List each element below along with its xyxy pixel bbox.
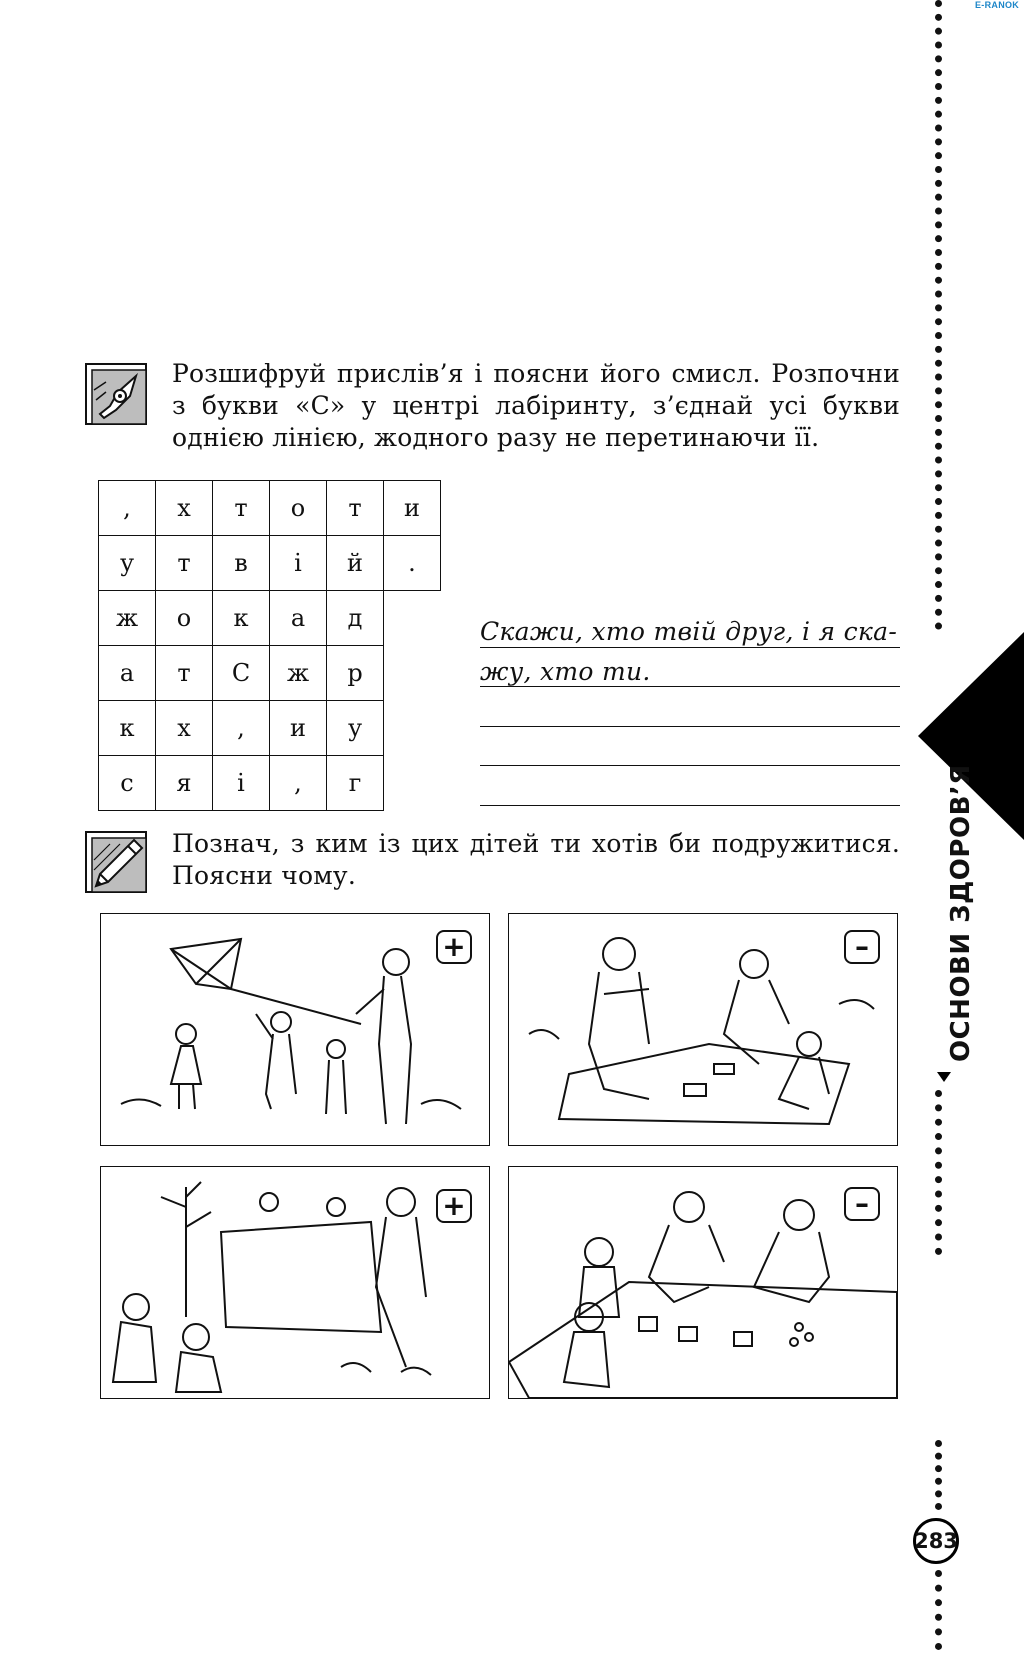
margin-dotted-line-bottom-b <box>935 1570 942 1650</box>
grid-empty-cell <box>384 591 441 646</box>
mark-plus[interactable]: + <box>436 930 472 964</box>
task2-instructions: Познач, з ким із цих дітей ти хотів би подружитися. Поясни чому. <box>172 829 900 890</box>
grid-cell[interactable]: и <box>384 481 441 536</box>
puppet-show-illustration <box>101 1167 489 1398</box>
grid-row <box>99 701 441 756</box>
publisher-logo: E-RANOK <box>975 0 1020 10</box>
girls-cards-illustration <box>509 1167 897 1398</box>
picture-girls-cards[interactable] <box>508 1166 898 1399</box>
picture-boys-cards[interactable] <box>508 913 898 1146</box>
grid-cell[interactable]: а <box>99 646 156 701</box>
answer-rule-1[interactable] <box>480 647 900 648</box>
grid-cell[interactable]: в <box>213 536 270 591</box>
grid-cell[interactable]: я <box>156 756 213 811</box>
grid-cell[interactable]: о <box>270 481 327 536</box>
page-number: 283 <box>913 1518 959 1564</box>
grid-row <box>99 481 441 536</box>
grid-cell[interactable]: к <box>99 701 156 756</box>
answer-rule-3[interactable] <box>480 726 900 727</box>
answer-line-2: жу, хто ти. <box>480 657 651 686</box>
picture-puppet-show[interactable] <box>100 1166 490 1399</box>
grid-cell[interactable]: С <box>213 646 270 701</box>
grid-cell[interactable]: т <box>213 481 270 536</box>
section-title: ОСНОВИ ЗДОРОВ’Я <box>946 764 976 1062</box>
boys-cards-illustration <box>509 914 897 1145</box>
kite-scene-illustration <box>101 914 489 1145</box>
task1-icon-box <box>84 362 148 430</box>
grid-cell[interactable]: і <box>213 756 270 811</box>
grid-cell[interactable]: ж <box>99 591 156 646</box>
task1-instructions: Розшифруй прислів’я і поясни його смисл. Розпочни з букви «С» у центрі лабіринту, з’єднай усі букви однією лінією, жодного разу не перетинаючи її. <box>172 359 900 452</box>
grid-cell[interactable]: г <box>327 756 384 811</box>
grid-cell[interactable]: у <box>327 701 384 756</box>
grid-cell[interactable]: у <box>99 536 156 591</box>
grid-empty-cell <box>384 756 441 811</box>
margin-dotted-line-middle <box>935 1090 942 1255</box>
grid-cell[interactable]: , <box>213 701 270 756</box>
answer-rule-2[interactable] <box>480 686 900 687</box>
grid-cell[interactable]: р <box>327 646 384 701</box>
grid-cell[interactable]: х <box>156 481 213 536</box>
task2-icon-box <box>84 830 148 898</box>
grid-cell[interactable]: о <box>156 591 213 646</box>
grid-row <box>99 756 441 811</box>
grid-cell[interactable]: і <box>270 536 327 591</box>
grid-cell[interactable]: т <box>156 646 213 701</box>
grid-row <box>99 646 441 701</box>
grid-cell[interactable]: т <box>156 536 213 591</box>
grid-cell[interactable]: й <box>327 536 384 591</box>
mark-minus[interactable]: – <box>844 930 880 964</box>
grid-cell[interactable]: . <box>384 536 441 591</box>
mark-minus[interactable]: – <box>844 1187 880 1221</box>
grid-row <box>99 536 441 591</box>
grid-cell[interactable]: х <box>156 701 213 756</box>
grid-cell[interactable]: к <box>213 591 270 646</box>
picture-kite[interactable] <box>100 913 490 1146</box>
letter-grid <box>98 480 441 811</box>
grid-cell[interactable]: и <box>270 701 327 756</box>
grid-empty-cell <box>384 701 441 756</box>
grid-empty-cell <box>384 646 441 701</box>
grid-cell[interactable]: ж <box>270 646 327 701</box>
mark-plus[interactable]: + <box>436 1189 472 1223</box>
pencil-icon <box>84 830 148 894</box>
compass-icon <box>84 362 148 426</box>
grid-cell[interactable]: д <box>327 591 384 646</box>
grid-cell[interactable]: с <box>99 756 156 811</box>
section-arrow-icon <box>937 1072 951 1082</box>
answer-line-1: Скажи, хто твій друг, і я ска- <box>480 617 898 646</box>
grid-cell[interactable]: , <box>270 756 327 811</box>
grid-cell[interactable]: , <box>99 481 156 536</box>
grid-cell[interactable]: а <box>270 591 327 646</box>
answer-rule-4[interactable] <box>480 765 900 766</box>
answer-rule-5[interactable] <box>480 805 900 806</box>
proverb-answer <box>480 612 900 692</box>
grid-cell[interactable]: т <box>327 481 384 536</box>
margin-dotted-line-bottom-a <box>935 1440 942 1510</box>
letter-maze[interactable] <box>98 480 441 811</box>
margin-dotted-line-top <box>935 0 942 630</box>
grid-row <box>99 591 441 646</box>
